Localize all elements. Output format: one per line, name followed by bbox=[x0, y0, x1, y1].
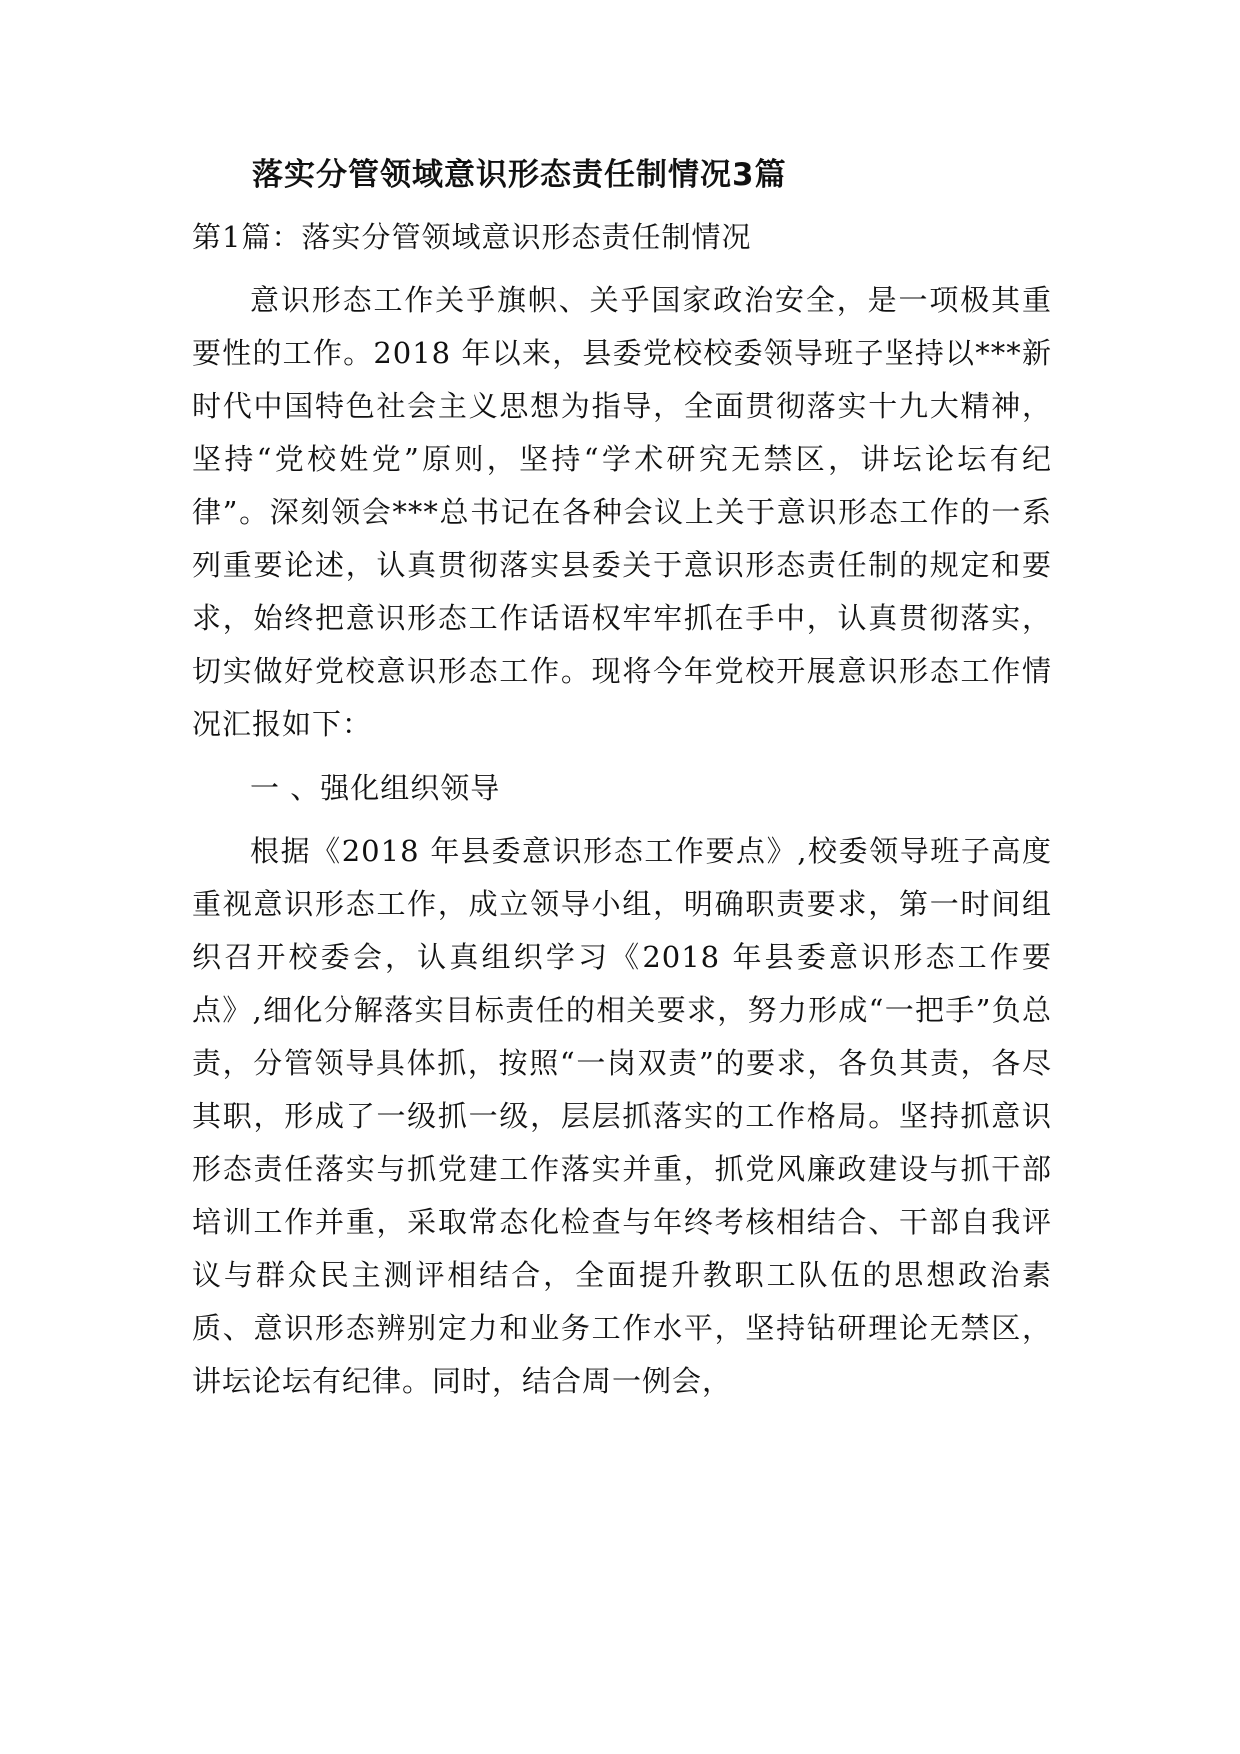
document-title: 落实分管领域意识形态责任制情况3篇 bbox=[252, 157, 787, 193]
document-body bbox=[192, 150, 1052, 1408]
section-heading: 第1篇：落实分管领域意识形态责任制情况 bbox=[192, 220, 752, 254]
sub-heading-organization: 一 、强化组织领导 bbox=[250, 771, 501, 805]
paragraph-organization: 根据《2018 年县委意识形态工作要点》,校委领导班子高度重视意识形态工作，成立领导小组，明确职责要求，第一时间组织召开校委会，认真组织学习《2018 年县委意识形态工作要点》,细化分解落实目标责任的相关要求，努力形成“一把手”负总责，分管领导具体抓，按照“一岗双责”的要求，各负其责，各尽其职，形成了一级抓一级，层层抓落实的工作格局。坚持抓意识形态责任落实与抓党建工作落实并重，抓党风廉政建设与抓干部培训工作并重，采取常态化检查与年终考核相结合、干部自我评议与群众民主测评相结合，全面提升教职工队伍的思想政治素质、意识形态辨别定力和业务工作水平，坚持钻研理论无禁区，讲坛论坛有纪律。同时，结合周一例会， bbox=[192, 834, 1052, 1398]
paragraph-intro: 意识形态工作关乎旗帜、关乎国家政治安全，是一项极其重要性的工作。2018 年以来，县委党校校委领导班子坚持以***新时代中国特色社会主义思想为指导，全面贯彻落实十九大精神，坚持“党校姓党”原则，坚持“学术研究无禁区，讲坛论坛有纪律”。深刻领会***总书记在各种会议上关于意识形态工作的一系列重要论述，认真贯彻落实县委关于意识形态责任制的规定和要求，始终把意识形态工作话语权牢牢抓在手中，认真贯彻落实，切实做好党校意识形态工作。现将今年党校开展意识形态工作情况汇报如下： bbox=[192, 283, 1052, 741]
